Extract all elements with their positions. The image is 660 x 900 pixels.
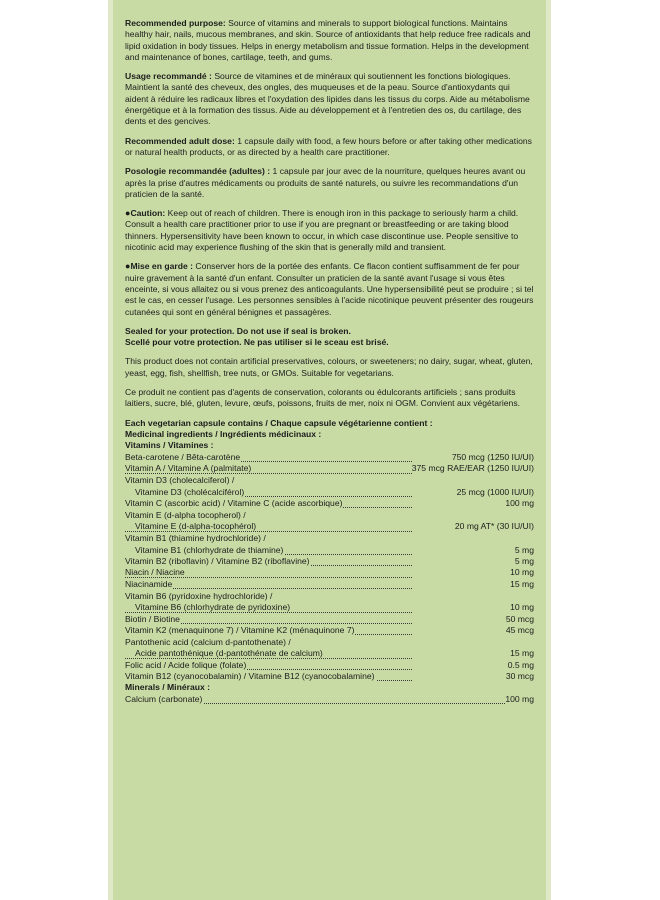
ingredient-amount: 15 mg: [412, 648, 534, 659]
table-row: [125, 452, 534, 463]
table-row: [125, 463, 534, 474]
section-heading: Usage recommandé :: [125, 71, 212, 82]
vitamins-heading: Vitamins / Vitamines :: [125, 440, 214, 451]
ingredient-name: Vitamin K2 (menaquinone 7) / Vitamine K2 (ménaquinone 7): [125, 624, 355, 635]
ingredient-amount: 15 mg: [412, 579, 534, 590]
section-heading: Recommended adult dose:: [125, 135, 235, 146]
ingredient-amount: [412, 590, 534, 602]
minerals-table-body: [125, 694, 534, 705]
ingredient-amount: 10 mg: [412, 602, 534, 613]
section-usage-recommande: [125, 71, 534, 127]
table-row: [125, 579, 534, 590]
minerals-table: [125, 694, 534, 705]
table-row: [125, 660, 534, 671]
ingredient-name: Vitamine D3 (cholécalciférol): [125, 487, 245, 497]
vitamins-table-body: [125, 452, 534, 683]
section-caution: [125, 208, 534, 253]
section-body: 1 capsule par jour avec de la nourriture, quelques heures avant ou après la prise d'autres médicaments ou produits de santé naturels, ou suivre les recommandations d'un praticien de la santé.: [125, 166, 526, 199]
table-row: [125, 671, 534, 682]
ingredient-name: Vitamin B1 (thiamine hydrochloride) /: [125, 533, 266, 544]
section-body: Conserver hors de la portée des enfants. Ce flacon contient suffisamment de fer pour nuire gravement à la santé d'un enfant. Consulter un praticien de la santé avant l'usage si vous êtes enceinte, si vous allaitez ou si vous prenez des anticoagulants. Une hypersensibilité peut se produire ; si tel est le cas, en cesser l'usage. Les personnes sensibles à l'acide nicotinique peuvent présenter des rougeurs cutanées qui sont en général bénignes et passagères.: [125, 261, 534, 317]
ingredient-amount: 50 mcg: [412, 614, 534, 625]
table-row: [125, 614, 534, 625]
section-mise-en-garde: [125, 261, 534, 317]
ingredient-name: Biotin / Biotine: [125, 613, 180, 624]
ingredient-amount: 100 mg: [412, 498, 534, 509]
table-row: [125, 533, 534, 545]
ingredient-name: Vitamin E (d-alpha tocopherol) /: [125, 509, 246, 520]
ingredient-amount: 25 mcg (1000 IU/UI): [412, 487, 534, 498]
table-row: [125, 648, 534, 659]
ingredient-amount: 10 mg: [412, 567, 534, 578]
seal-notice-en: Sealed for your protection. Do not use if seal is broken.: [125, 325, 351, 336]
section-body: Source de vitamines et de minéraux qui soutiennent les fonctions biologiques. Maintient la santé des cheveux, des ongles, des muqueuses et de la peau. Source d'antioxydants qui aident à réduire les radicaux libres et l'oxydation des lipides dans les tissus du corps. Aide au métabolisme énergétique et à la formation des tissus. Aide au développement et à l'entretien des os, du cartilage, des dents et des gencives.: [125, 71, 530, 127]
table-row: [125, 694, 534, 705]
ingredient-amount: [412, 475, 534, 487]
ingredient-amount: [412, 509, 534, 521]
ingredient-name: Vitamin B2 (riboflavin) / Vitamine B2 (riboflavine): [125, 555, 310, 566]
seal-notice: [125, 326, 534, 349]
capsule-contains-line: Each vegetarian capsule contains / Chaque capsule végétarienne contient :: [125, 417, 433, 428]
table-row: [125, 545, 534, 556]
ingredient-name: Niacinamide: [125, 578, 173, 589]
bullet-icon: ●: [125, 261, 131, 272]
ingredient-amount: 375 mcg RAE/EAR (1250 IU/UI): [411, 463, 534, 474]
ingredient-name: Vitamine B6 (chlorhydrate de pyridoxine): [125, 602, 291, 612]
ingredient-name: Vitamin B12 (cyanocobalamin) / Vitamine B12 (cyanocobalamine): [125, 671, 375, 682]
section-body: 1 capsule daily with food, a few hours before or after taking other medications or natural health products, or as directed by a health care practitioner.: [125, 135, 532, 157]
supplement-label-panel: [113, 0, 546, 900]
ingredient-name: Vitamin D3 (cholecalciferol) /: [125, 475, 235, 486]
table-row: [125, 487, 534, 498]
ingredient-amount: 30 mcg: [412, 671, 534, 682]
ingredient-amount: 100 mg: [505, 693, 534, 704]
table-row: [125, 602, 534, 613]
ingredient-name: Vitamine B1 (chlorhydrate de thiamine): [125, 545, 284, 555]
medicinal-ingredients-line: Medicinal ingredients / Ingrédients médicinaux :: [125, 429, 322, 440]
table-row: [125, 556, 534, 567]
table-row: [125, 590, 534, 602]
section-posologie-recommandee: [125, 166, 534, 200]
ingredient-name: Vitamin A / Vitamine A (palmitate): [125, 463, 252, 474]
ingredient-name: Acide pantothénique (d-pantothénate de calcium): [125, 648, 324, 658]
bullet-icon: ●: [125, 208, 131, 219]
ingredient-amount: [412, 533, 534, 545]
section-heading: Recommended purpose:: [125, 18, 226, 28]
ingredient-name: Folic acid / Acide folique (folate): [125, 659, 247, 670]
table-row: [125, 625, 534, 636]
ingredient-name: Beta-carotene / Bêta-carotène: [125, 451, 241, 462]
table-row: [125, 475, 534, 487]
ingredient-amount: 0.5 mg: [412, 660, 534, 671]
section-body: Source of vitamins and minerals to support biological functions. Maintains healthy hair, nails, mucous membranes, and skin. Source of antioxidants that help reduce free radicals and lipid oxidation in body tissues. Helps in energy metabolism and tissue formation. Helps in the development and maintenance of bones, cartilage, teeth, and gums.: [125, 18, 531, 62]
ingredient-amount: 750 mcg (1250 IU/UI): [412, 452, 534, 463]
label-edge-right: [546, 0, 551, 900]
vitamins-table: [125, 452, 534, 683]
ingredient-name: Pantothenic acid (calcium d-pantothenate) /: [125, 636, 291, 647]
ingredient-name: Calcium (carbonate): [125, 693, 203, 704]
table-row: [125, 509, 534, 521]
free-from-statement-en: This product does not contain artificial preservatives, colours, or sweeteners; no dairy, sugar, wheat, gluten, yeast, egg, fish, shellfish, tree nuts, or GMOs. Suitable for vegetarians.: [125, 356, 533, 378]
seal-notice-fr: Scellé pour votre protection. Ne pas utiliser si le sceau est brisé.: [125, 337, 389, 348]
section-heading: Mise en garde :: [130, 261, 193, 272]
section-body: Keep out of reach of children. There is enough iron in this package to seriously harm a child. Consult a health care practitioner prior to use if you are pregnant or breastfeeding or are taking blood thinners. Hypersensitivity have been known to occur, in which case discontinue use. People sensitive to nicotinic acid may experience flushing of the skin that is generally mild and transient.: [125, 208, 519, 253]
table-row: [125, 521, 534, 532]
ingredient-name: Vitamine E (d-alpha-tocophérol): [125, 521, 257, 531]
section-recommended-purpose: [125, 18, 534, 63]
ingredient-amount: 20 mg AT* (30 IU/UI): [412, 521, 534, 532]
table-row: [125, 636, 534, 648]
table-row: [125, 567, 534, 578]
ingredient-name: Niacin / Niacine: [125, 567, 185, 578]
section-heading: Caution:: [130, 208, 166, 219]
ingredient-amount: 5 mg: [412, 545, 534, 556]
ingredient-amount: [412, 636, 534, 648]
ingredient-name: Vitamin B6 (pyridoxine hydrochloride) /: [125, 590, 273, 601]
minerals-heading: Minerals / Minéraux :: [125, 682, 211, 693]
section-heading: Posologie recommandée (adultes) :: [125, 166, 271, 177]
ingredient-amount: 5 mg: [412, 556, 534, 567]
table-row: [125, 498, 534, 509]
ingredient-amount: 45 mcg: [412, 625, 534, 636]
free-from-statement-fr: Ce produit ne contient pas d'agents de conservation, colorants ou édulcorants artificiels ; sans produits laitiers, sucre, blé, gluten, levure, œufs, poissons, fruits de mer, noix ni OGM. Convient aux végétariens.: [125, 387, 521, 409]
section-recommended-adult-dose: [125, 136, 534, 159]
ingredient-name: Vitamin C (ascorbic acid) / Vitamine C (acide ascorbique): [125, 497, 343, 508]
